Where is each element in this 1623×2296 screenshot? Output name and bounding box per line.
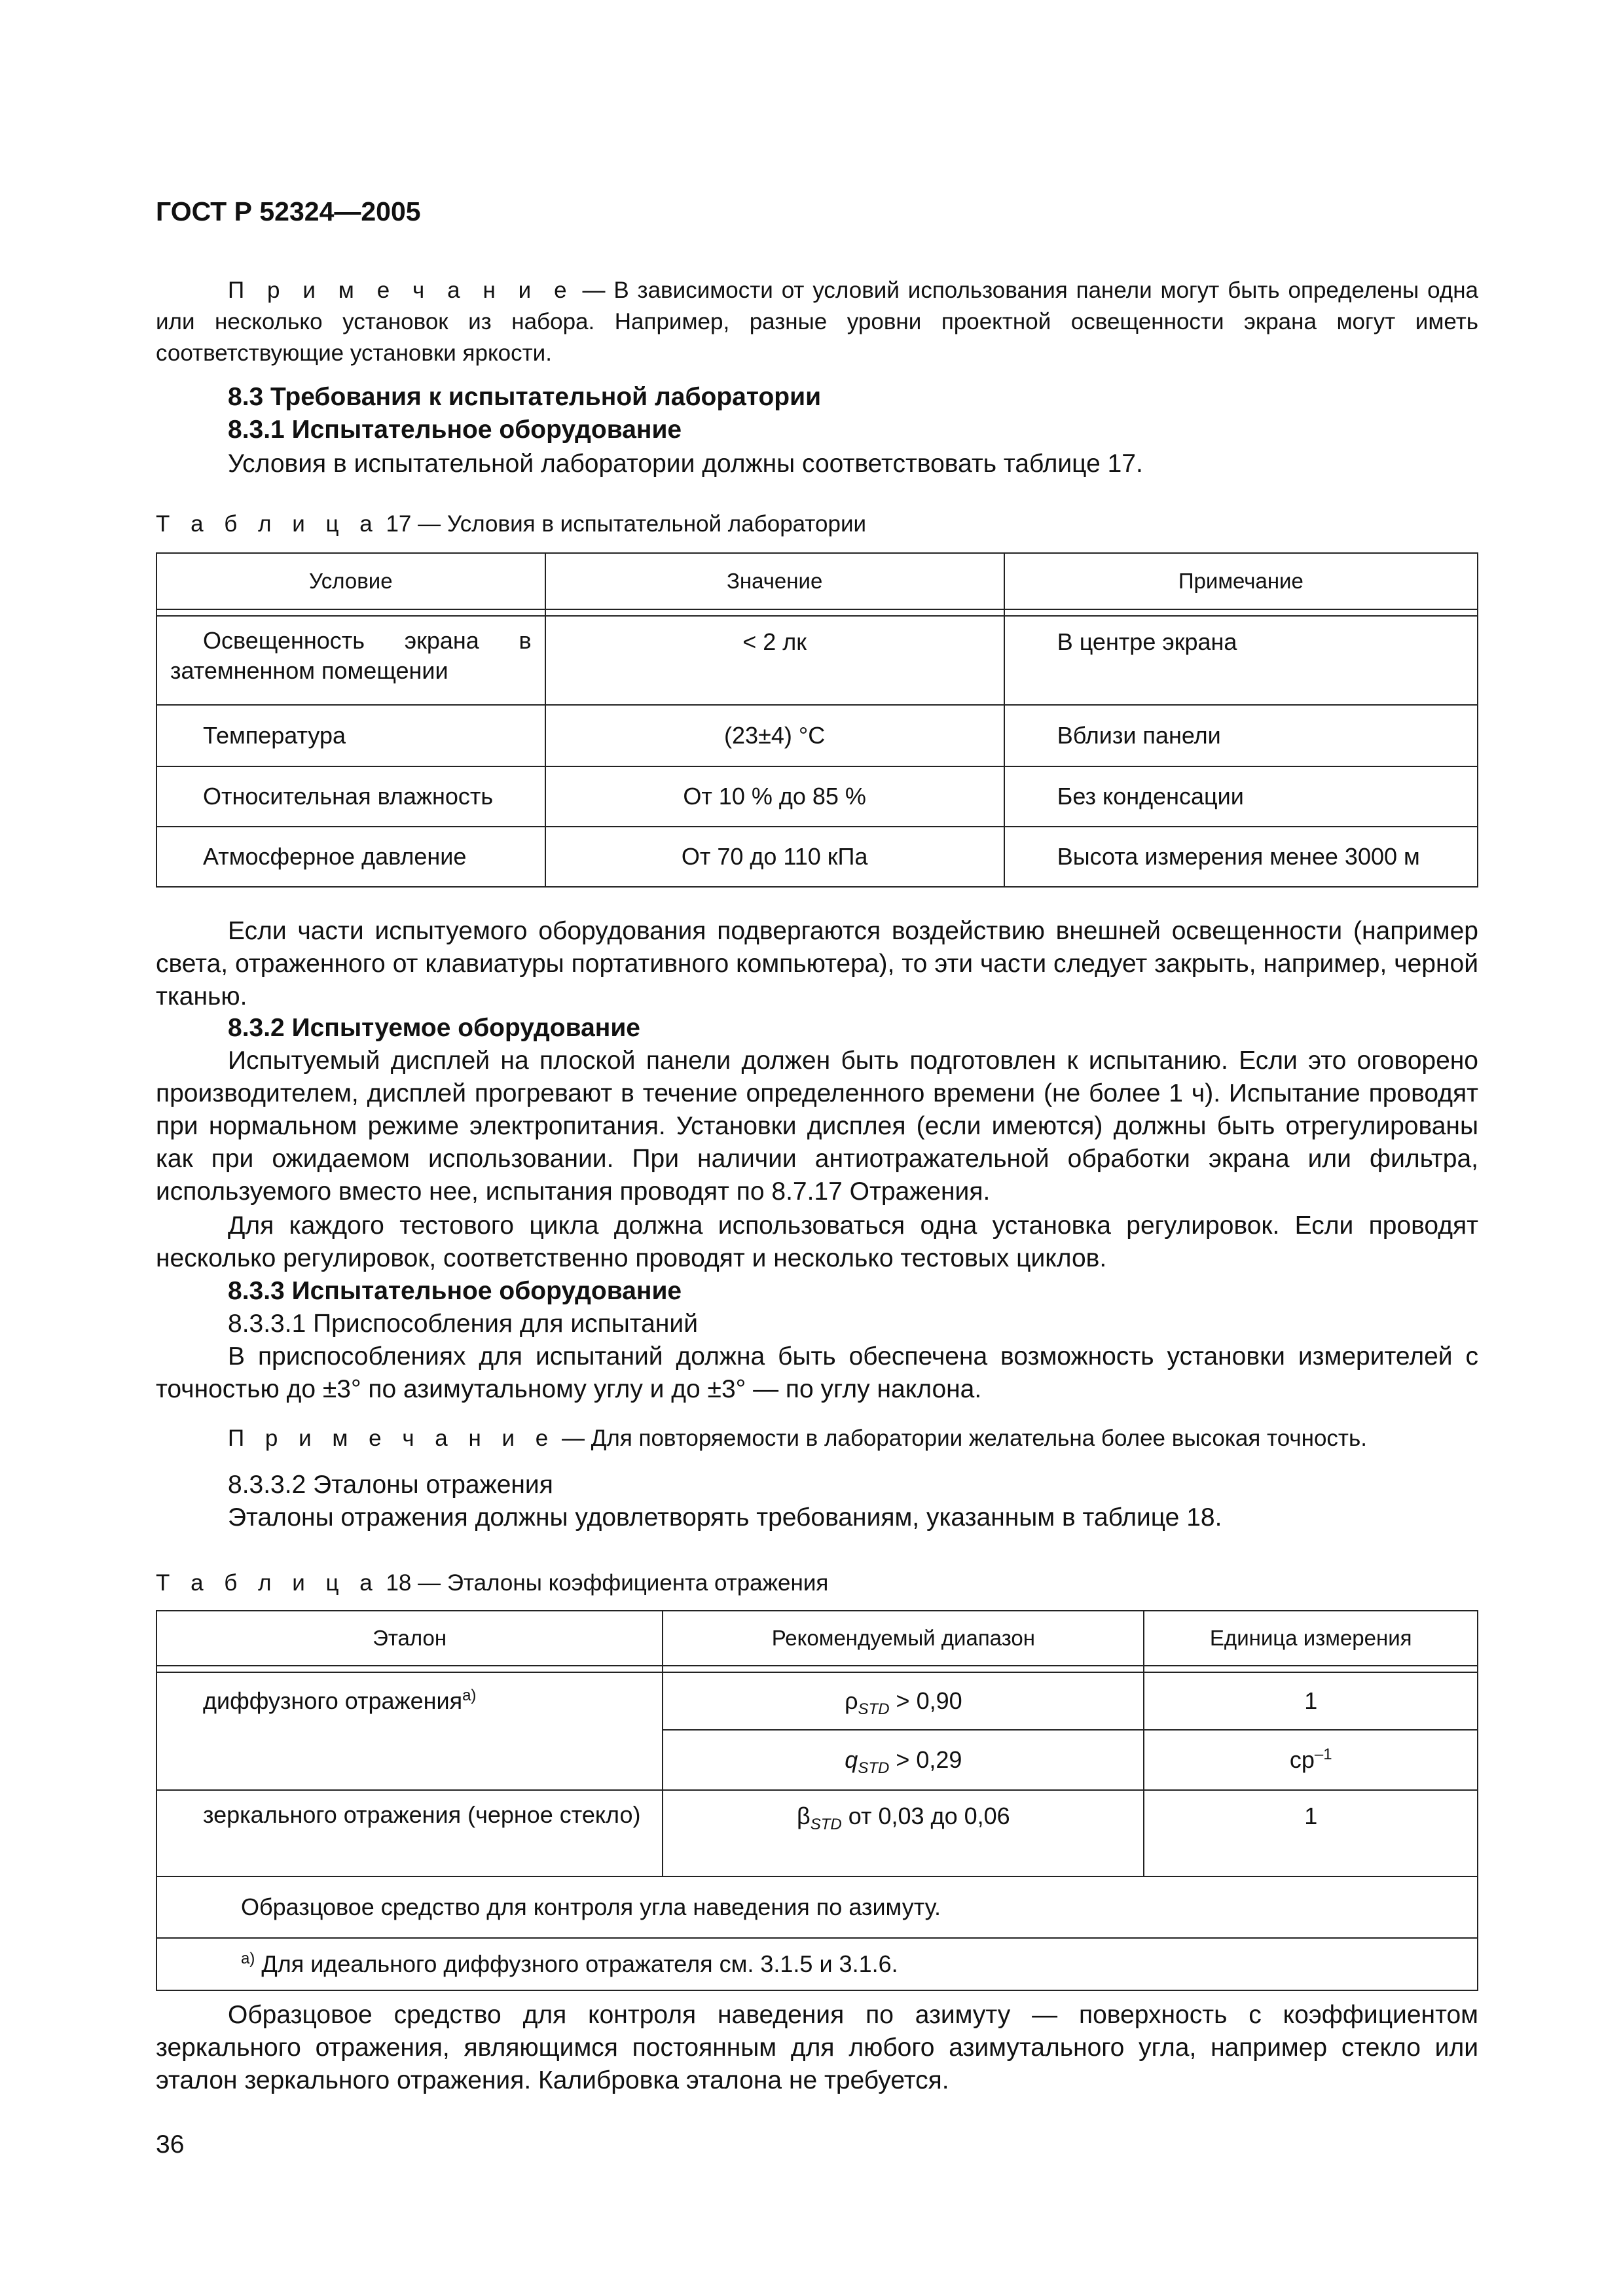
unit-text: ср <box>1289 1746 1315 1773</box>
section-heading-8-3-1: 8.3.1 Испытательное оборудование <box>228 416 682 444</box>
table-cell: От 10 % до 85 % <box>545 766 1004 827</box>
table-row <box>156 1672 1478 1730</box>
table-caption-text: 18 — Эталоны коэффициента отражения <box>379 1570 829 1596</box>
diffuse-label: диффузного отражения <box>203 1687 463 1714</box>
paragraph: Эталоны отражения должны удовлетворять требованиям, указанным в таблице 18. <box>228 1503 1222 1532</box>
q-symbol: q <box>845 1746 858 1773</box>
table-cell <box>663 1790 1144 1876</box>
table-caption-text: 17 — Условия в испытательной лаборатории <box>379 511 867 537</box>
table-row <box>156 705 1478 766</box>
note-text: — Для повторяемости в лаборатории желательна более высокая точность. <box>555 1426 1367 1451</box>
table-cell: зеркального отражения (черное стекло) <box>156 1790 663 1876</box>
table-cell <box>663 1730 1144 1790</box>
table-cell: Без конденсации <box>1004 766 1478 827</box>
table-caption-label: Т а б л и ц а <box>156 1570 380 1596</box>
range-value: > 0,29 <box>889 1746 962 1773</box>
table-cell: 1 <box>1144 1672 1478 1730</box>
range-value: от 0,03 до 0,06 <box>841 1803 1010 1829</box>
note-paragraph <box>156 275 1478 369</box>
section-heading-8-3-3-2: 8.3.3.2 Эталоны отражения <box>228 1471 553 1499</box>
table-caption-label: Т а б л и ц а <box>156 511 380 537</box>
table-footnote <box>156 1938 1478 1990</box>
table-header-cell: Эталон <box>156 1611 663 1666</box>
table-row <box>156 616 1478 705</box>
table-17 <box>156 552 1478 888</box>
unit-exponent: –1 <box>1314 1746 1332 1763</box>
rho-symbol: ρ <box>845 1687 858 1714</box>
table-cell <box>663 1672 1144 1730</box>
paragraph: Если части испытуемого оборудования подвергаются воздействию внешней освещенности (например света, отраженного от клавиатуры портативного компьютера), то эти части следует закрыть, например, черной тканью. <box>156 917 1478 1011</box>
beta-symbol: β <box>797 1803 811 1829</box>
footnote-marker: а) <box>241 1950 255 1967</box>
page-number: 36 <box>156 2130 185 2159</box>
std-subscript: STD <box>810 1816 842 1834</box>
range-value: > 0,90 <box>889 1687 962 1714</box>
paragraph: Испытуемый дисплей на плоской панели должен быть подготовлен к испытанию. Если это оговорено производителем, дисплей прогревают в течение определенного времени (не более 1 ч). Испытание проводят при нормальном режиме электропитания. Установки дисплея (если имеются) должны быть отрегулированы как при ожидаемом использовании. При наличии антиотражательной обработки экрана или фильтра, используемого вместо нее, испытания проводят по 8.7.17 Отражения. <box>156 1047 1478 1206</box>
paragraph: Условия в испытательной лаборатории должны соответствовать таблице 17. <box>228 450 1143 478</box>
table-header-cell: Единица измерения <box>1144 1611 1478 1666</box>
table-cell: В центре экрана <box>1004 616 1478 705</box>
table-header-cell: Рекомендуемый диапазон <box>663 1611 1144 1666</box>
table-cell: Освещенность экрана в затемненном помещении <box>156 616 545 705</box>
table-cell: Температура <box>156 705 545 766</box>
table-18 <box>156 1610 1478 1991</box>
table-header-row <box>156 553 1478 609</box>
table-header-cell: Примечание <box>1004 553 1478 609</box>
section-heading-8-3-3-1: 8.3.3.1 Приспособления для испытаний <box>228 1310 698 1338</box>
note-label: П р и м е ч а н и е <box>228 278 574 303</box>
section-heading-8-3-3: 8.3.3 Испытательное оборудование <box>228 1277 682 1305</box>
table-cell: Атмосферное давление <box>156 827 545 887</box>
note-label: П р и м е ч а н и е <box>228 1426 556 1451</box>
table-cell: Высота измерения менее 3000 м <box>1004 827 1478 887</box>
table-header-cell: Условие <box>156 553 545 609</box>
paragraph: В приспособлениях для испытаний должна быть обеспечена возможность установки измерителей с точностью до ±3° по азимутальному углу и до ±3° — по углу наклона. <box>156 1342 1478 1403</box>
section-heading-8-3: 8.3 Требования к испытательной лаборатории <box>228 383 822 411</box>
table-header-cell: Значение <box>545 553 1004 609</box>
table-cell: Образцовое средство для контроля угла наведения по азимуту. <box>156 1876 1478 1938</box>
footnote-marker: а) <box>462 1687 477 1704</box>
section-heading-8-3-2: 8.3.2 Испытуемое оборудование <box>228 1014 640 1042</box>
std-subscript: STD <box>858 1759 890 1778</box>
table-row <box>156 1876 1478 1938</box>
table-caption <box>156 508 866 541</box>
table-footnote-row <box>156 1938 1478 1990</box>
footnote-text: Для идеального диффузного отражателя см. 3.1.5 и 3.1.6. <box>255 1950 898 1977</box>
table-cell: < 2 лк <box>545 616 1004 705</box>
std-subscript: STD <box>858 1700 890 1719</box>
table-caption <box>156 1567 828 1600</box>
table-row <box>156 827 1478 887</box>
note-text: — В зависимости от условий использования панели могут быть определены одна или несколько установок из набора. Например, разные уровни проектной освещенности экрана могут иметь соответствующие установки яркости. <box>156 278 1478 366</box>
note-paragraph <box>156 1423 1478 1454</box>
table-cell: 1 <box>1144 1790 1478 1876</box>
paragraph: Образцовое средство для контроля наведения по азимуту — поверхность с коэффициентом зеркального отражения, являющимся постоянным для любого азимутального угла, например стекло или эталон зеркального отражения. Калибровка эталона не требуется. <box>156 2001 1478 2094</box>
document-id: ГОСТ Р 52324—2005 <box>156 196 421 226</box>
table-cell: От 70 до 110 кПа <box>545 827 1004 887</box>
paragraph: Для каждого тестового цикла должна использоваться одна установка регулировок. Если проводят несколько регулировок, соответственно проводят и несколько тестовых циклов. <box>156 1211 1478 1272</box>
table-cell: Вблизи панели <box>1004 705 1478 766</box>
table-row <box>156 1790 1478 1876</box>
table-cell: (23±4) °C <box>545 705 1004 766</box>
table-cell <box>1144 1730 1478 1790</box>
table-cell <box>156 1672 663 1790</box>
table-cell: Относительная влажность <box>156 766 545 827</box>
table-row <box>156 766 1478 827</box>
table-header-row <box>156 1611 1478 1666</box>
